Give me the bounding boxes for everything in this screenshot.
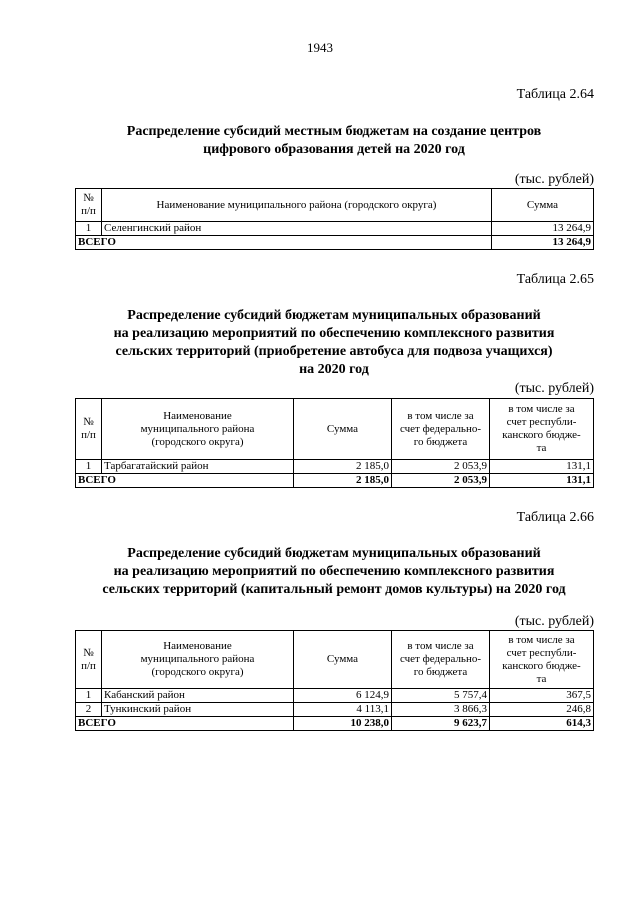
header-republic: в том числе за счет республи- канского бюдже- та (490, 631, 594, 689)
total-republic: 131,1 (490, 474, 594, 488)
header-num: № п/п (76, 189, 102, 222)
cell-sum: 13 264,9 (492, 222, 594, 236)
cell-num: 2 (76, 703, 102, 717)
title-line: сельских территорий (приобретение автобуса для подвоза учащихся) (115, 344, 553, 359)
table-row (76, 222, 594, 236)
cell-num: 1 (76, 222, 102, 236)
total-sum: 2 185,0 (294, 474, 392, 488)
header-federal: в том числе за счет федерально- го бюджета (392, 631, 490, 689)
title-line: на реализацию мероприятий по обеспечению комплексного развития (113, 564, 555, 579)
title-line: Распределение субсидий бюджетам муниципальных образований (127, 308, 541, 323)
total-row (76, 717, 594, 731)
table-title-2-66 (74, 545, 594, 599)
table-row (76, 460, 594, 474)
table-2-64 (75, 188, 594, 250)
cell-federal: 5 757,4 (392, 689, 490, 703)
unit-label: (тыс. рублей) (514, 381, 594, 396)
title-line: Распределение субсидий местным бюджетам на создание центров (126, 124, 542, 139)
header-num: № п/п (76, 399, 102, 460)
header-sum: Сумма (492, 189, 594, 222)
header-row (76, 189, 594, 222)
table-title-2-65 (74, 307, 594, 379)
cell-republic: 367,5 (490, 689, 594, 703)
total-republic: 614,3 (490, 717, 594, 731)
table-label-2-66: Таблица 2.66 (516, 510, 594, 525)
cell-name: Кабанский район (102, 689, 294, 703)
header-federal: в том числе за счет федерально- го бюджета (392, 399, 490, 460)
header-num: № п/п (76, 631, 102, 689)
table-label-2-64: Таблица 2.64 (516, 87, 594, 102)
title-line: на реализацию мероприятий по обеспечению комплексного развития (113, 326, 555, 341)
cell-sum: 6 124,9 (294, 689, 392, 703)
cell-republic: 131,1 (490, 460, 594, 474)
cell-name: Тункинский район (102, 703, 294, 717)
cell-name: Селенгинский район (102, 222, 492, 236)
total-label: ВСЕГО (76, 474, 294, 488)
header-row (76, 631, 594, 689)
header-name: Наименование муниципального района (городского округа) (102, 189, 492, 222)
header-sum: Сумма (294, 631, 392, 689)
total-sum: 13 264,9 (492, 236, 594, 250)
cell-federal: 2 053,9 (392, 460, 490, 474)
table-2-65 (75, 398, 594, 488)
cell-republic: 246,8 (490, 703, 594, 717)
total-label: ВСЕГО (76, 236, 492, 250)
unit-label: (тыс. рублей) (514, 172, 594, 187)
total-sum: 10 238,0 (294, 717, 392, 731)
unit-label: (тыс. рублей) (514, 614, 594, 629)
table-row (76, 689, 594, 703)
page-number: 1943 (307, 40, 333, 55)
table-label-2-65: Таблица 2.65 (516, 272, 594, 287)
title-line: на 2020 год (299, 362, 369, 377)
table-row (76, 703, 594, 717)
total-federal: 9 623,7 (392, 717, 490, 731)
cell-num: 1 (76, 460, 102, 474)
cell-federal: 3 866,3 (392, 703, 490, 717)
cell-sum: 4 113,1 (294, 703, 392, 717)
cell-num: 1 (76, 689, 102, 703)
header-republic: в том числе за счет республи- канского бюдже- та (490, 399, 594, 460)
total-federal: 2 053,9 (392, 474, 490, 488)
total-row (76, 236, 594, 250)
title-line: Распределение субсидий бюджетам муниципальных образований (127, 546, 541, 561)
total-row (76, 474, 594, 488)
table-2-66 (75, 630, 594, 731)
header-sum: Сумма (294, 399, 392, 460)
title-line: сельских территорий (капитальный ремонт домов культуры) на 2020 год (102, 582, 566, 597)
header-name: Наименование муниципального района (городского округа) (102, 399, 294, 460)
cell-sum: 2 185,0 (294, 460, 392, 474)
cell-name: Тарбагатайский район (102, 460, 294, 474)
header-row (76, 399, 594, 460)
title-line: цифрового образования детей на 2020 год (203, 142, 465, 157)
table-title-2-64 (74, 123, 594, 159)
header-name: Наименование муниципального района (городского округа) (102, 631, 294, 689)
total-label: ВСЕГО (76, 717, 294, 731)
